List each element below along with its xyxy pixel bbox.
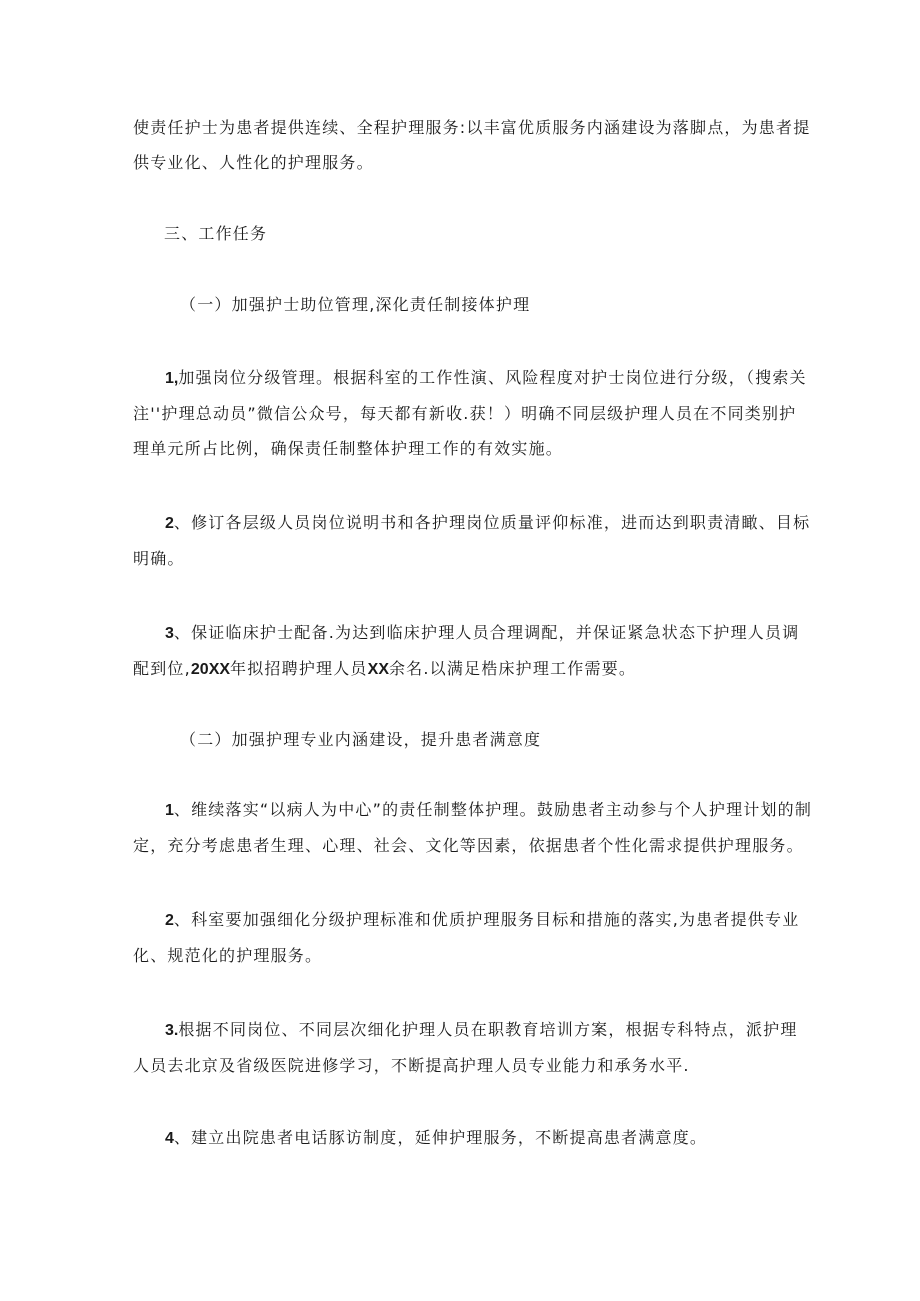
item-2-3-paragraph [133, 1012, 813, 1083]
item-1-3-paragraph [133, 615, 813, 687]
item-2-1-paragraph [133, 792, 813, 863]
item-2-2-paragraph [133, 902, 813, 973]
subsection-1-title: （一）加强护士助位管理,深化责任制接体护理 [180, 295, 531, 314]
item-1-1-text: 加强岗位分级管理。根据科室的工作性演、风险程度对护士岗位进行分级，（搜索关注''护理总动员”微信公众号，每天都有新收.获！）明确不同层级护理人员在不同类别护理单元所占比例，确保责任制整体护理工作的有效实施。 [133, 368, 807, 458]
item-2-4-text: 、建立出院患者电话豚访制度，延伸护理服务，不断提高患者满意度。 [173, 1128, 708, 1147]
item-1-3-text-a: 、保证临床护士配备.为达到临床护理人员合理调配，并保证紧急状态下护理人员调配到位, [133, 623, 800, 678]
item-2-1-number: 1 [165, 802, 174, 819]
item-2-1-text: 、维续落实“以病人为中心”的责任制整体护理。鼓励患者主动参与个人护理计划的制定，充分考虑患者生理、心理、社会、文化等因素，依据患者个性化需求提供护理服务。 [133, 800, 813, 855]
item-1-3-text-c: 余名.以满足梏床护理工作需要。 [388, 659, 637, 678]
item-1-1-number: 1, [165, 370, 179, 387]
item-1-3-year: 20XX [190, 661, 231, 678]
item-2-3-text: 根据不同岗位、不同层次细化护理人员在职教育培训方案，根据专科特点，派护理人员去北京及省级医院进修学习，不断提高护理人员专业能力和承务水平. [133, 1020, 798, 1075]
item-2-2-number: 2 [165, 912, 174, 929]
intro-paragraph [133, 110, 813, 180]
item-2-3-number: 3. [165, 1022, 179, 1039]
intro-text: 使责任护士为患者提供连续、全程护理服务:以丰富优质服务内涵建设为落脚点，为患者提供专业化、人性化的护理服务。 [133, 118, 811, 172]
item-1-1-paragraph [133, 360, 813, 466]
item-1-3-number: 3 [165, 625, 174, 642]
item-1-2-paragraph [133, 505, 813, 576]
item-2-4-paragraph [133, 1120, 813, 1156]
item-2-2-text: 、科室要加强细化分级护理标准和优质护理服务目标和措施的落实,为患者提供专业化、规范化的护理服务。 [133, 910, 800, 965]
item-1-2-text: 、修订各层级人员岗位说明书和各护理岗位质量评仰标准，进而达到职责清瞰、目标明确。 [133, 513, 811, 568]
item-2-4-number: 4 [165, 1130, 174, 1147]
item-1-2-number: 2 [165, 515, 174, 532]
item-1-3-count: XX [367, 661, 389, 678]
item-1-3-text-b: 年拟招聘护理人员 [230, 659, 368, 678]
subsection-2-title: （二）加强护理专业内涵建设，提升患者满意度 [180, 730, 542, 749]
section-3-title: 三、工作任务 [164, 224, 268, 243]
